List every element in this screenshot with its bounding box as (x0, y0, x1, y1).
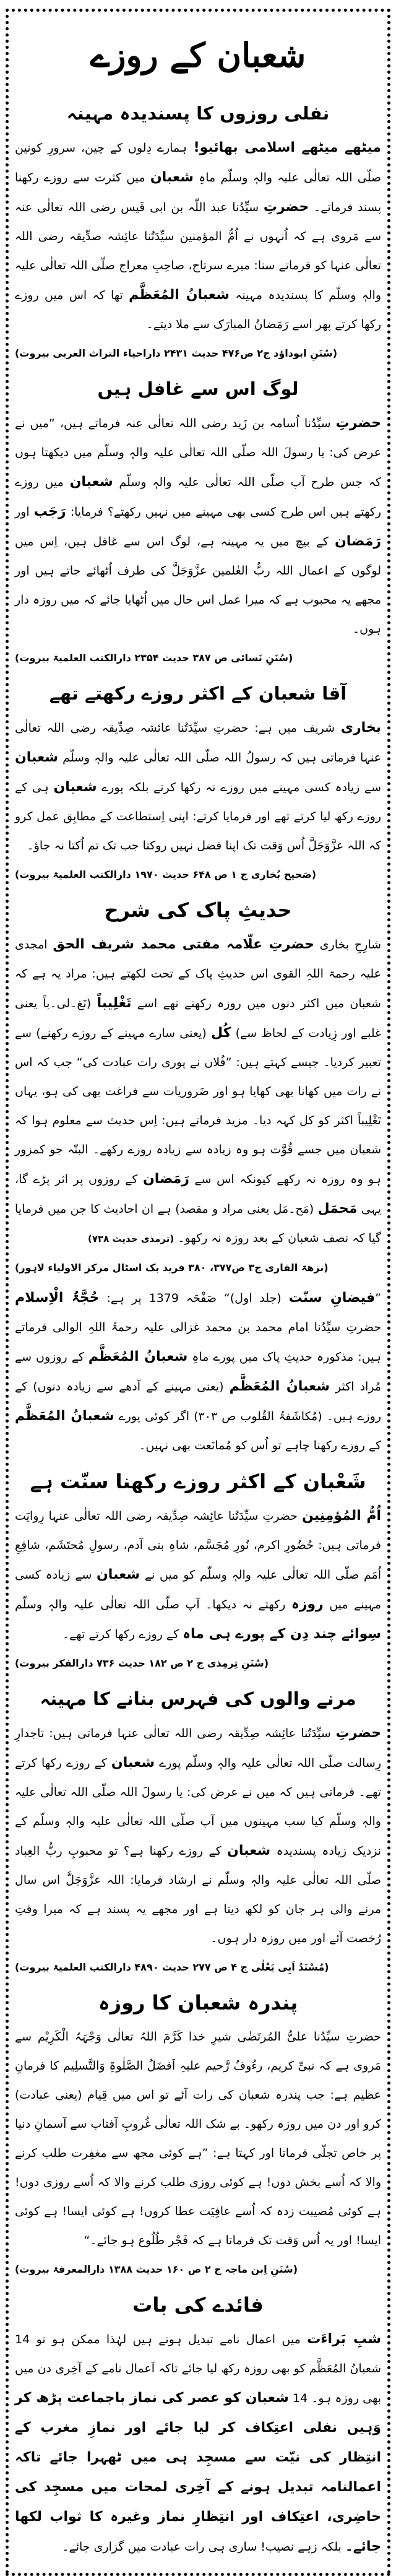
inline-citation: (ترمذی حدیث ۷۳۸) (88, 1233, 174, 1244)
text-segment: شریف میں ہے: حضرتِ سیِّدَتُنا عائشہ صِدِّیقہ رضی اللہ تعالٰی عنہا فرماتی ہیں کہ رسولُ اللہ صلّی اللہ تعالٰی علیہ والہٖ وسلّم (15, 721, 381, 765)
text-segment: (مَح۔مَل یعنی مراد و مقصد) ہے ان احادیث کا جن میں فرمایا گیا کہ نصف شعبان کے بعد روزہ نہ رکھو۔ (15, 1202, 381, 1245)
text-segment: ہی کے روزے رکھ لیا کرتے تھے اور فرمایا کرتے: اپنی اِستطاعت کے مطابِق عمل کرو کہ اللہ عزَّوَجَلَّ اُس وَقت تک اپنا فضل نہیں روکتا جب تک تم اُکتا نہ جاؤ۔ (15, 781, 381, 852)
text-segment: کے روزے رکھا کرتے تھے۔ (62, 1628, 183, 1641)
section-heading: لوگ اس سے غافل ہیں (97, 378, 299, 399)
text-segment: ہمارے دِلوں کے چین، سرورِ کونین صلّی اللہ تعالٰی علیہ والہٖ وسلّم ماہِ (15, 141, 381, 184)
text-segment: تھا کہ اس میں روزے رکھا کرتے پھر اسے رَمَضانُ المبارَک سے ملا دیتے۔ (15, 288, 381, 331)
emphasized-text: کُل (210, 1025, 231, 1041)
paragraph (15, 409, 381, 644)
text-segment: میں کثرت سے روزے رکھنا پسند فرماتے۔ (15, 171, 381, 214)
text-segment: ” (375, 1291, 381, 1305)
text-segment: کے روزے رکھنا چاہے تو اُس کو مُمانَعت بھی نہیں۔ (139, 1439, 381, 1452)
text-segment: سیِّدُنا عبد اللّٰہ بن ابی قَیس رضی اللہ تعالٰی عنہ سے مَروی ہے کہ اُنہوں نے اُمُّ المؤمنین سیِّدَتُنا عائِشہ صدِّیقہ رضی اللہ تعالٰی عنہا کو فرماتے سنا: میرے سرتاج، صاحِبِ معراج صلّی اللہ تعالٰی علیہ والہٖ وسلّم کا پسندیدہ مہینہ (15, 201, 382, 302)
emphasized-text: حضرتِ (335, 415, 381, 431)
section-heading: حدیثِ پاک کی شرح (104, 898, 292, 922)
text-segment: (جلد اول)“ صَفْحَہ 1379 پر ہے: (99, 1291, 289, 1305)
emphasized-text: حضرتِ (335, 1725, 381, 1741)
paragraph (15, 1501, 381, 1649)
emphasized-text: شبِ بَراءَت (307, 2331, 381, 2347)
paragraph (15, 1719, 381, 1953)
text-segment: سیِّدُنا اُسامہ بن زَید رضی اللہ تعالٰی عنہ فرماتے ہیں، ”میں نے عرض کی: یا رسولَ اللہ صلّی اللہ تعالٰی علیہ والہٖ وسلّم میں دیکھتا ہوں کہ جس طرح آپ صلّی اللہ تعالٰی علیہ والہٖ وسلّم (15, 417, 381, 489)
text-segment: میں روزے رکھتے ہیں اس طرح کسی بھی مہینے میں نہیں رکھتے؟ فرمایا: (15, 475, 382, 519)
emphasized-text: شعبان (53, 779, 97, 795)
text-segment: سے زیادہ کسی مہینے میں (15, 1568, 381, 1611)
citation: (مُسْنَدُ اَبِی یَعْلٰی ج ۴ ص ۲۷۷ حدیث ۴۸۹۰ دارالکتب العلمیۃ بیروت) (15, 1961, 329, 1973)
text-segment: حضرتِ سیِّدَتُنا عائِشہ صِدِّیقہ رضی اللہ تعالٰی عنہا رِوایَت فرماتی ہیں: حُضُورِ اکرم، نُورِ مُجَسَّم، شاہِ بنی آدم، رسولِ مُحتَشَم، شافِعِ اُمَم صلّی اللہ تعالٰی علیہ والہٖ وسلّم کو میں نے (15, 1509, 382, 1582)
section (15, 370, 381, 672)
emphasized-text: شعبانُ المُعَظَّم (88, 1349, 188, 1364)
emphasized-text: بخاری (340, 720, 381, 735)
article-frame (6, 9, 390, 2576)
section-heading: آقا شعبان کے اکثر روزے رکھتے تھے (49, 683, 347, 704)
section (15, 1680, 381, 1982)
paragraph (15, 1283, 381, 1460)
emphasized-text: شعبان کو عصر کی نماز باجماعت پڑھ کر وَہیں نفلی اعتِکاف کر لیا جائے اور نمازِ مغرب کے انتِظار کی نیّت سے مسجِد ہی میں ٹھہرا جائے تاکہ اعمالنامہ تبدیل ہونے کے آخِری لمحات میں مسجِد کی حاضِری، اعتِکاف اور انتِظارِ نماز وغیرہ کا ثواب لکھا جائے۔ (15, 2390, 381, 2554)
emphasized-text: شعبان (69, 474, 113, 490)
citation: (سُنَنِ نَسائی ص ۳۸۷ حدیث ۲۳۵۴ دارالکتب العلمیۃ بیروت) (15, 652, 293, 664)
citation: (نزھۃ القاری ج۳ ص۳۷۷، ۳۸۰ فرید بک اسٹال مرکز الاولیاء لاہور) (15, 1262, 329, 1273)
emphasized-text: حضرتِ (263, 199, 309, 215)
text-segment: کے روزوں سے مُراد اکثر (15, 1350, 381, 1394)
article-title: شعبان کے روزے (90, 35, 306, 75)
section-heading: نفلی روزوں کا پسندیدہ مہینہ (66, 103, 330, 124)
emphasized-text: رَمَضان (142, 1171, 189, 1187)
section (15, 1984, 381, 2284)
paragraph (15, 930, 381, 1254)
emphasized-text: شعبانُ المُعَظَّم (129, 287, 230, 303)
text-segment: اور (15, 505, 34, 519)
paragraph (15, 2325, 381, 2562)
emphasized-text: شعبانُ المُعَظَّم (229, 1379, 330, 1394)
section (15, 95, 381, 368)
section-heading: پندرہ شعبان کا روزہ (98, 1991, 298, 2014)
emphasized-text: سِوائے چند دِن کے پورے ہی ماہ (183, 1626, 381, 1642)
text-segment: سے زیادہ کسی مہینے میں روزے نہ رکھا کرتے بلکہ پورے (97, 781, 381, 794)
section-heading: مرنے والوں کی فہرس بنانے کا مہینہ (40, 1688, 356, 1709)
paragraph (15, 133, 381, 339)
emphasized-text: اُمُّ المُؤمِنِین (301, 1508, 381, 1524)
section (15, 2286, 381, 2562)
section-heading: شَعْبان کے اکثر روزے رکھنا سنّت ہے (30, 1470, 366, 1493)
text-segment: کے روزوں پر اثر پڑے گا، یہی (15, 1173, 381, 1216)
citation: (سُنَنِ ابوداؤد ج۲ ص۴۷۶ حدیث ۲۴۳۱ داراحیاء التراث العربی بیروت) (15, 347, 338, 359)
emphasized-text: رَمَضان (334, 534, 381, 549)
emphasized-text: روزہ (291, 1597, 324, 1612)
emphasized-text: تَغْلِیباً (97, 995, 132, 1011)
citation: (صَحیح بُخاری ج ۱ ص ۶۴۸ حدیث ۱۹۷۰ دارالکتب العلمیۃ بیروت) (15, 869, 317, 880)
text-segment: حضرتِ سیِّدُنا امام محمد بن محمد غزالی علیہ رحمۃُ اللہِ الوالی فرماتے ہیں: مذکورہ حدیثِ پاک میں پورے ماہِ (15, 1321, 381, 1364)
emphasized-text: شعبان (111, 1755, 155, 1771)
text-segment: کے روزے رکھا کرتے تھے۔ فرماتی ہیں کہ میں نے عرض کی: یا رسولَ اللہ صلّی اللہ تعالٰی علیہ والہٖ وسلّم کیا سب مہینوں میں آپ صلّی اللہ تعالٰی علیہ والہٖ وسلّم کے نزدیک زیادہ پسندیدہ (15, 1756, 381, 1858)
article-body (15, 95, 381, 2562)
emphasized-text: شعبانُ المُعَظَّم (15, 1408, 114, 1424)
text-segment: سیِّدَتُنا عائِشہ صِدِّیقہ رضی اللہ تعالٰی عنہا فرماتی ہیں: تاجدارِ رِسالت صلّی اللہ تعالٰی علیہ والہٖ وسلّم پورے (15, 1727, 381, 1770)
emphasized-text: شعبان (227, 1843, 271, 1858)
emphasized-text: شعبان (15, 750, 59, 765)
text-segment: کے بیچ میں یہ مہینہ ہے، لوگ اس سے غافل ہیں، اِس میں لوگوں کے اعمال اللہ ربُّ العٰلمین عزَّوَجَلَّ کی طرف اُٹھائے جاتے ہیں اور مجھے یہ محبوب ہے کہ میرا عمل اس حال میں اُٹھایا جائے کہ میں روزہ دار ہوں۔ (15, 535, 381, 636)
text-segment: شارِحِ بخاری (314, 938, 381, 952)
text-segment: میں اعمال نامے تبدیل ہوتے ہیں لہٰذا ممکن ہو تو 14 شعبانُ المُعَظَّم کو بھی روزہ رکھ لیا جائے تاکہ اَعمال نامے کے آخِری دن میں بھی روزہ ہو۔ 14 (15, 2333, 382, 2405)
section-heading: فائدے کی بات (132, 2293, 264, 2317)
emphasized-text: شعبان (150, 170, 194, 185)
citation: (سُنَنِ تِرمِذی ج ۲ ص ۱۸۲ حدیث ۷۳۶ دارالفکر بیروت) (15, 1657, 269, 1669)
text-segment: امجدی علیہ رحمۃ اللہِ القوی اس حدیثِ پاک کے تحت لکھتے ہیں: مراد یہ ہے کہ شعبان میں اکثر دنوں میں روزہ رکھتے تھے اسے (15, 938, 381, 1010)
text-segment: حضرتِ سیِّدُنا علیُّ المُرتَضٰی شیرِ خدا کَرَّمَ اللہُ تعالٰی وَجْہَہُ الْکَرِیْم سے مَروی ہے کہ نبیِّ کریم، رءُوفٌ رَّحیم علیہِ اَفضَلُ الصَّلٰوۃِ وَالتَّسلِیم کا فرمانِ عظیم ہے: جب پندرہ شعبان کی رات آئے تو اس میں قِیام (یعنی عبادت) کرو اور دن میں روزہ رکھو۔ بے شک اللہ تعالٰی غُروبِ آفتاب سے آسمانِ دنیا پر خاص تجلّی فرماتا اور کہتا ہے: ”ہے کوئی مجھ سے مغفِرت طلب کرنے والا کہ اُسے بخش دوں! ہے کوئی روزی طلب کرنے والا کہ اُسے روزی دوں! ہے کوئی مُصیبت زدہ کہ اُسے عافِیَت عطا کروں! ہے کوئی ایسا! ہے کوئی ایسا! اور یہ اُس وَقت تک فرماتا ہے کہ فَجْر طُلُوع ہو جائے۔“ (15, 2030, 381, 2247)
text-segment: بلکہ زہے نصیب! ساری ہی رات عبادت میں گزاری جائے۔ (62, 2540, 345, 2554)
emphasized-text: حُجَّۃُ الْاِسلام (15, 1290, 100, 1306)
section (15, 675, 381, 889)
emphasized-text: رَجَب (33, 504, 66, 519)
emphasized-text: فیضانِ سنّت (288, 1290, 376, 1306)
emphasized-text: حضرتِ علّامہ مفتی محمد شریف الحق (53, 937, 314, 952)
emphasized-text: مَحمَل (317, 1201, 358, 1216)
emphasized-text: شعبان (97, 1567, 140, 1582)
citation: (سُنَنِ اِبن ماجہ ج ۲ ص ۱۶۰ حدیث ۱۳۸۸ دارالمعرفۃ بیروت) (15, 2263, 298, 2275)
section (15, 1463, 381, 1678)
text-segment: کے روزے رکھنا ہے؟ تو محبوبِ ربُّ العِباد صلّی اللہ تعالٰی علیہ والہٖ وسلّم نے ارشاد فرمایا: اللہ عزَّوَجَلَّ اس سال مرنے والی ہر جان کو لکھ دیتا ہے اور مجھے یہ پسند ہے کہ میرا وقتِ رُخصت آئے اور میں روزہ دار ہوں۔ (15, 1844, 381, 1945)
section (15, 891, 381, 1460)
paragraph (15, 713, 381, 861)
text-segment: (یعنی مہینے کے آدھے سے زیادہ دنوں) کے روزے ہیں۔ (مُکاشَفۃُ القُلوب ص ۳۰۳) اگر کوئی پورے (15, 1380, 381, 1423)
text-segment: رکھتے نہ دیکھا۔ آپ صلّی اللہ تعالٰی علیہ والہٖ وسلّم (15, 1598, 291, 1611)
emphasized-text: میٹھے میٹھے اسلامی بھائیو! (187, 140, 381, 155)
text-segment: (یعنی سارے مہینے کے روزے رکھنے) سے تعبیر کردیا۔ جیسے کہتے ہیں: ”فُلاں نے پوری رات عبادت کی“ جب کہ اس نے رات میں کھانا بھی کھایا ہو اور ضَروریات سے فراغت بھی کی ہو، یہاں تَغْلِیباً اکثر کو کل کہہ دیا۔ مزید فرماتے ہیں: اِس حدیث سے معلوم ہوا کہ شعبان میں جسے قُوَّت ہو وہ زیادہ سے زیادہ روزے رکھے۔ البتّہ جو کمزور ہو وہ روزہ نہ رکھے کیونکہ اس سے (15, 1026, 382, 1186)
text-segment: (تَغ۔لی۔باً یعنی غلبے اور زِیادت کے لحاظ سے) (15, 997, 381, 1040)
paragraph (15, 2023, 381, 2255)
